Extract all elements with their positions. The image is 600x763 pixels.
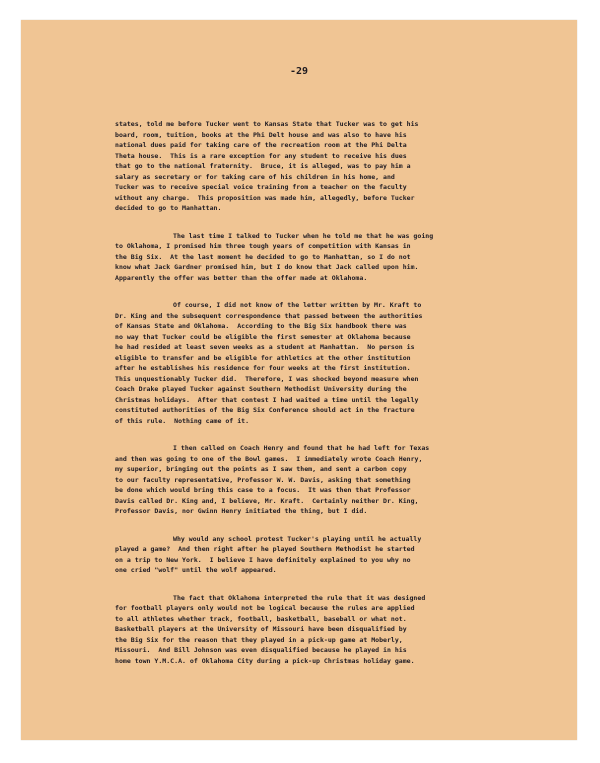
text-line: home town Y.M.C.A. of Oklahoma City during a pick-up Christmas holiday game.	[115, 656, 415, 665]
paragraph	[115, 443, 535, 517]
text-line: the Big Six for the reason that they played in a pick-up game at Moberly,	[115, 635, 403, 644]
text-line: Of course, I did not know of the letter written by Mr. Kraft to	[173, 301, 422, 309]
text-line: played a game? And then right after he played Southern Methodist he started	[115, 545, 415, 553]
text-line: to our faculty representative, Professor W. W. Davis, asking that something	[115, 475, 411, 484]
document-body	[115, 119, 535, 683]
paragraph	[115, 534, 535, 576]
text-line: of Kansas State and Oklahoma. According to the Big Six handbook there was	[115, 322, 407, 330]
text-line: my superior, bringing out the points as I saw them, and sent a carbon copy	[115, 465, 407, 473]
text-line: of this rule. Nothing came of it.	[115, 416, 250, 425]
text-line: Basketball players at the University of Missouri have been disqualified by	[115, 625, 407, 633]
text-line: Christmas holidays. After that contest I had waited a time until the legally	[115, 395, 419, 404]
text-line: eligible to transfer and be eligible for athletics at the other institution	[115, 353, 411, 362]
text-line: Missouri. And Bill Johnson was even disqualified because he played in his	[115, 646, 407, 654]
text-line: after he establishes his residence for four weeks at the first institution.	[115, 364, 411, 372]
text-line: Dr. King and the subsequent correspondence that passed between the authorities	[115, 311, 423, 320]
text-line: decided to go to Manhattan.	[115, 204, 222, 212]
text-line: one cried "wolf" until the wolf appeared.	[115, 566, 277, 574]
text-line: Tucker was to receive special voice training from a teacher on the faculty	[115, 183, 407, 191]
text-line: that go to the national fraternity. Bruce, it is alleged, was to pay him a	[115, 162, 411, 170]
paragraph	[115, 231, 535, 284]
text-line: he had resided at least seven weeks as a student at Manhattan. No person is	[115, 343, 415, 351]
text-line: national dues paid for taking care of the recreation room at the Phi Delta	[115, 141, 407, 149]
text-line: the Big Six. At the last moment he decided to go to Manhattan, so I do not	[115, 252, 411, 261]
text-line: on a trip to New York. I believe I have definitely explained to you why no	[115, 555, 411, 564]
text-line: no way that Tucker could be eligible the first semester at Oklahoma because	[115, 332, 411, 341]
text-line: board, room, tuition, books at the Phi Delt house and was also to have his	[115, 130, 407, 139]
text-line: states, told me before Tucker went to Kansas State that Tucker was to get his	[115, 120, 419, 128]
text-line: to Oklahoma, I promised him three tough years of competition with Kansas in	[115, 242, 411, 250]
text-line: I then called on Coach Henry and found that he had left for Texas	[173, 444, 430, 452]
text-line: salary as secretary or for taking care of his children in his home, and	[115, 172, 395, 181]
text-line: know what Jack Gardner promised him, but I do know that Jack called upon him.	[115, 263, 419, 271]
text-line: to all athletes whether track, football, basketball, baseball or what not.	[115, 614, 407, 623]
paragraph	[115, 119, 535, 214]
text-line: constituted authorities of the Big Six Conference should act in the fracture	[115, 406, 415, 414]
text-line: without any charge. This proposition was made him, allegedly, before Tucker	[115, 193, 415, 202]
text-line: This unquestionably Tucker did. Therefore, I was shocked beyond measure when	[115, 374, 419, 383]
text-line: Apparently the offer was better than the offer made at Oklahoma.	[115, 273, 368, 282]
text-line: and then was going to one of the Bowl games. I immediately wrote Coach Henry,	[115, 454, 423, 463]
text-line: be done which would bring this case to a focus. It was then that Professor	[115, 486, 411, 494]
text-line: The fact that Oklahoma interpreted the rule that it was designed	[173, 593, 426, 602]
paragraph	[115, 593, 535, 667]
paragraph	[115, 300, 535, 426]
text-line: Theta house. This is a rare exception for any student to receive his dues	[115, 151, 407, 160]
text-line: Coach Drake played Tucker against Southern Methodist University during the	[115, 385, 407, 393]
text-line: Professor Davis, nor Gwinn Henry initiated the thing, but I did.	[115, 507, 368, 515]
text-line: Davis called Dr. King and, I believe, Mr. Kraft. Certainly neither Dr. King,	[115, 496, 419, 505]
text-line: Why would any school protest Tucker's playing until he actually	[173, 534, 422, 543]
document-page	[21, 20, 577, 740]
text-line: for football players only would not be logical because the rules are applied	[115, 604, 415, 612]
text-line: The last time I talked to Tucker when he told me that he was going	[173, 231, 434, 240]
page-number: -29	[289, 66, 309, 77]
